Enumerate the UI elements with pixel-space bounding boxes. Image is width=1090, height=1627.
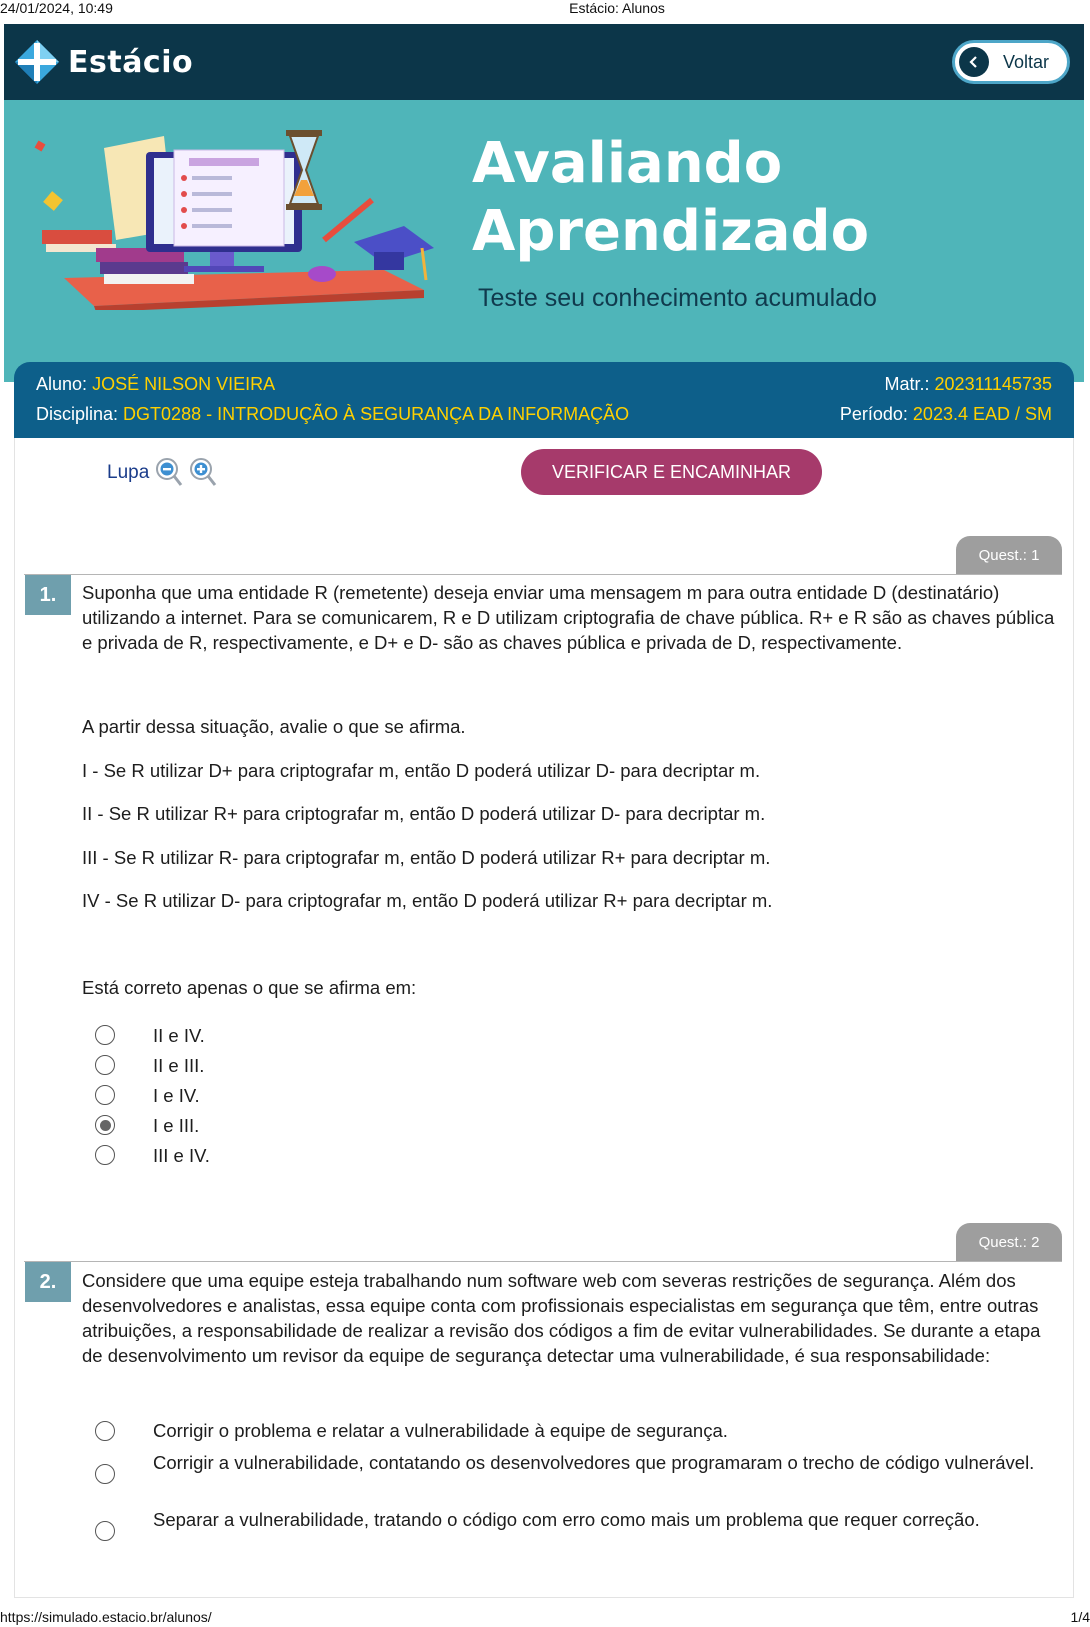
print-footer	[0, 1607, 1090, 1627]
question-2-option-3[interactable]	[95, 1507, 1055, 1541]
radio-button[interactable]	[95, 1421, 115, 1441]
radio-button[interactable]	[95, 1521, 115, 1541]
lupa-label: Lupa	[107, 462, 150, 483]
option-label: II e IV.	[153, 1025, 205, 1046]
study-illustration	[24, 130, 444, 310]
question-2-option-1[interactable]	[95, 1418, 728, 1443]
disciplina-code: DGT0288 -	[123, 404, 213, 424]
student-name-field	[36, 374, 275, 395]
aluno-label: Aluno:	[36, 374, 88, 394]
question-1-divider	[24, 574, 1062, 575]
radio-button[interactable]	[95, 1464, 115, 1484]
disciplina-field	[36, 404, 629, 425]
question-1-option-2[interactable]	[95, 1053, 204, 1078]
logo-text: Estácio	[68, 44, 194, 80]
matr-value: 202311145735	[934, 374, 1052, 394]
print-page-title: Estácio: Alunos	[569, 0, 665, 16]
banner-title-line1: Avaliando	[472, 131, 783, 196]
question-2-text: Considere que uma equipe esteja trabalhando num software web com severas restrições de segurança. Além dos desenvolvedores e analistas, essa equipe conta com profissionais especialistas em segurança que têm, entre outras atribuições, a responsabilidade de realizar a revisão dos códigos a fim de evitar vulnerabilidades. Se durante a etapa de desenvolvimento um revisor da equipe de segurança detectar uma vulnerabilidade, é sua responsabilidade:	[82, 1270, 1041, 1366]
radio-button[interactable]	[95, 1145, 115, 1165]
question-1-number: 1.	[25, 575, 71, 615]
radio-button[interactable]	[95, 1025, 115, 1045]
print-page-number: 1/4	[1070, 1609, 1090, 1625]
banner-subtitle: Teste seu conhecimento acumulado	[478, 284, 877, 312]
question-2-tab: Quest.: 2	[956, 1223, 1062, 1261]
periodo-label: Período:	[839, 404, 908, 424]
question-1-statement-3: III - Se R utilizar R- para criptografar m, então D poderá utilizar R+ para decriptar m.	[82, 847, 771, 868]
question-1-text: Suponha que uma entidade R (remetente) deseja enviar uma mensagem m para outra entidade D (destinatário) utilizando a internet. Para se comunicarem, R e D utilizam criptografia de chave pública. R+ e R são as chaves pública e privada de R, respectivamente, e D+ e D- são as chaves pública e privada de D, respectivamente.	[82, 582, 1055, 653]
question-1-option-3[interactable]	[95, 1083, 200, 1108]
zoom-out-icon[interactable]	[155, 457, 183, 489]
option-label: Corrigir a vulnerabilidade, contatando os desenvolvedores que programaram o trecho de código vulnerável.	[153, 1452, 1035, 1473]
banner-title	[472, 130, 869, 266]
question-1-option-4[interactable]	[95, 1113, 199, 1138]
print-datetime: 24/01/2024, 10:49	[0, 0, 113, 16]
option-label: I e III.	[153, 1115, 200, 1136]
banner	[4, 100, 1084, 382]
verify-submit-button[interactable]: VERIFICAR E ENCAMINHAR	[521, 449, 822, 495]
question-2-divider	[24, 1261, 1062, 1262]
periodo-field	[840, 404, 1052, 425]
option-label: Corrigir o problema e relatar a vulnerabilidade à equipe de segurança.	[153, 1420, 728, 1441]
question-1-statement-2: II - Se R utilizar R+ para criptografar m, então D poderá utilizar D- para decriptar m.	[82, 803, 766, 824]
option-label: Separar a vulnerabilidade, tratando o código com erro como mais um problema que requer correção.	[153, 1509, 980, 1530]
question-1-option-1[interactable]	[95, 1023, 205, 1048]
zoom-controls	[107, 457, 217, 489]
print-url: https://simulado.estacio.br/alunos/	[0, 1609, 212, 1625]
question-1-prompt: Está correto apenas o que se afirma em:	[82, 977, 417, 998]
chevron-left-icon	[959, 47, 989, 77]
radio-button[interactable]	[95, 1055, 115, 1075]
disciplina-label: Disciplina:	[36, 404, 119, 424]
estacio-logo[interactable]	[14, 37, 193, 87]
question-1-statement-1: I - Se R utilizar D+ para criptografar m, então D poderá utilizar D- para decriptar m.	[82, 760, 761, 781]
option-label: I e IV.	[153, 1085, 200, 1106]
matr-label: Matr.:	[884, 374, 930, 394]
banner-title-line2: Aprendizado	[472, 199, 870, 264]
back-button[interactable]	[952, 40, 1070, 84]
option-label: III e IV.	[153, 1145, 210, 1166]
question-1-statement-4: IV - Se R utilizar D- para criptografar m, então D poderá utilizar R+ para decriptar m.	[82, 890, 773, 911]
print-header	[0, 0, 1090, 20]
disciplina-name: INTRODUÇÃO À SEGURANÇA DA INFORMAÇÃO	[217, 404, 630, 424]
question-1-tab: Quest.: 1	[956, 536, 1062, 574]
radio-button-selected[interactable]	[95, 1115, 115, 1135]
question-2-option-2[interactable]	[95, 1450, 1055, 1484]
periodo-value: 2023.4 EAD / SM	[912, 404, 1052, 424]
question-2-number: 2.	[25, 1262, 71, 1302]
question-1-option-5[interactable]	[95, 1143, 210, 1168]
zoom-in-icon[interactable]	[189, 457, 217, 489]
aluno-name: JOSÉ NILSON VIEIRA	[92, 374, 276, 394]
top-bar	[4, 24, 1084, 100]
option-label: II e III.	[153, 1055, 205, 1076]
radio-button[interactable]	[95, 1085, 115, 1105]
question-1-intro: A partir dessa situação, avalie o que se afirma.	[82, 716, 466, 737]
matricula-field	[885, 374, 1053, 395]
student-info-card	[14, 362, 1074, 438]
back-button-label: Voltar	[1003, 51, 1050, 72]
estacio-logo-icon	[14, 39, 60, 85]
